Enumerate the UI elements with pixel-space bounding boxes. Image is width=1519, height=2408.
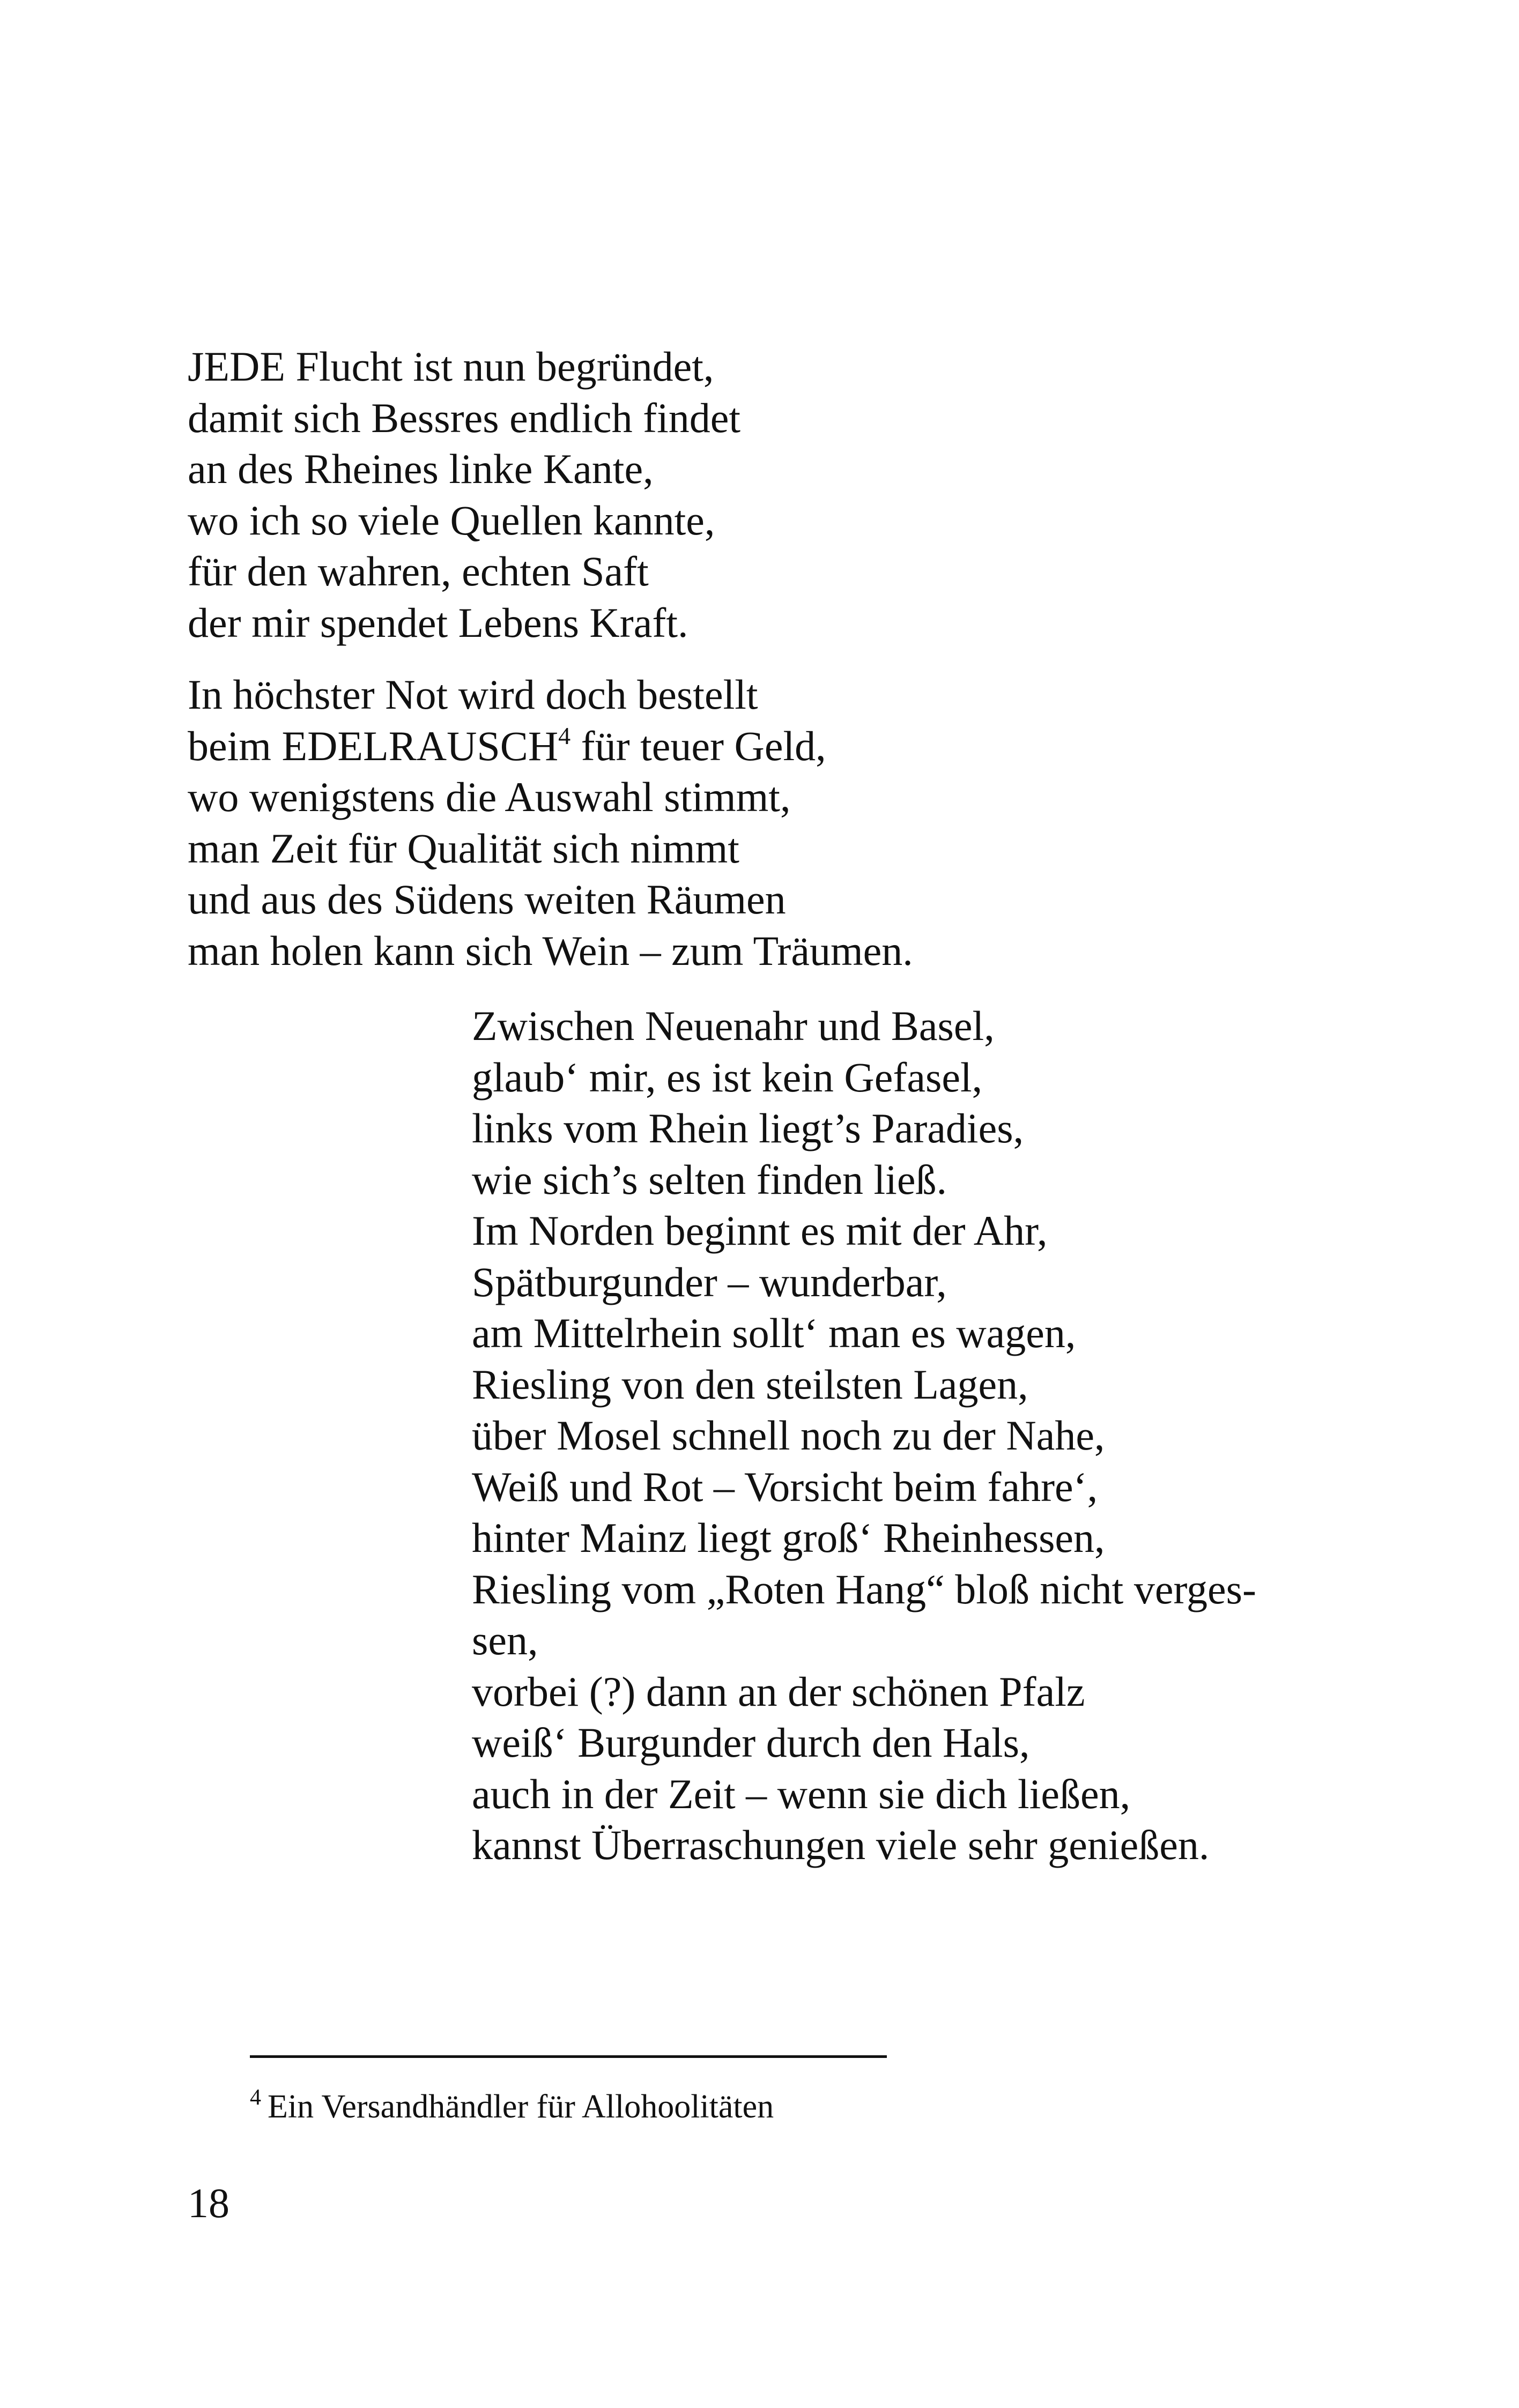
verse-line: für den wahren, echten Saft: [188, 548, 649, 594]
verse-line: hinter Mainz liegt groß‘ Rheinhessen,: [472, 1514, 1105, 1561]
verse-line: wo ich so viele Quellen kannte,: [188, 496, 715, 544]
verse-line: wie sich’s selten finden ließ.: [472, 1156, 947, 1203]
verse-line: man Zeit für Qualität sich nimmt: [188, 824, 739, 872]
verse-line: sen,: [472, 1617, 538, 1663]
footnote-number: 4: [250, 2085, 261, 2110]
verse-line: weiß‘ Burgunder durch den Hals,: [472, 1719, 1030, 1766]
verse-line: Weiß und Rot – Vorsicht beim fahre‘,: [472, 1463, 1098, 1510]
verse-line: Im Norden beginnt es mit der Ahr,: [472, 1207, 1048, 1254]
verse-line: JEDE Flucht ist nun begründet,: [188, 343, 714, 390]
verse-line: auch in der Zeit – wenn sie dich ließen,: [472, 1770, 1131, 1817]
footnote-separator: [250, 2055, 887, 2058]
stanza-1: [188, 341, 740, 648]
stanza-2: [188, 669, 913, 976]
verse-line: damit sich Bessres endlich findet: [188, 394, 741, 441]
stanza-3: [472, 1000, 1256, 1871]
verse-line: glaub‘ mir, es ist kein Gefasel,: [472, 1053, 983, 1101]
verse-line: man holen kann sich Wein – zum Träumen.: [188, 927, 913, 974]
verse-line: an des Rheines linke Kante,: [188, 445, 654, 492]
verse-line: kannst Überraschungen viele sehr genießen.: [472, 1822, 1210, 1868]
footnote-text: Ein Versandhändler für Allohoolitäten: [268, 2089, 774, 2125]
verse-line: Riesling vom „Roten Hang“ bloß nicht verges-: [472, 1565, 1256, 1612]
verse-line: Spätburgunder – wunderbar,: [472, 1258, 947, 1305]
page-number: 18: [188, 2180, 229, 2226]
verse-line: links vom Rhein liegt’s Paradies,: [472, 1105, 1024, 1151]
verse-text-continued: für teuer Geld,: [570, 722, 826, 769]
verse-line: und aus des Südens weiten Räumen: [188, 876, 786, 923]
verse-line-with-footnote: [188, 720, 913, 772]
verse-line: Riesling von den steilsten Lagen,: [472, 1361, 1028, 1408]
verse-line: wo wenigstens die Auswahl stimmt,: [188, 774, 791, 820]
verse-line: Zwischen Neuenahr und Basel,: [472, 1002, 995, 1049]
footnote: [250, 2085, 774, 2128]
footnote-reference: 4: [558, 722, 571, 749]
verse-line: In höchster Not wird doch bestellt: [188, 671, 758, 718]
verse-line: über Mosel schnell noch zu der Nahe,: [472, 1412, 1105, 1459]
verse-line: am Mittelrhein sollt‘ man es wagen,: [472, 1310, 1076, 1356]
verse-line: der mir spendet Lebens Kraft.: [188, 599, 688, 646]
verse-line: vorbei (?) dann an der schönen Pfalz: [472, 1668, 1085, 1715]
verse-text: beim EDELRAUSCH: [188, 722, 559, 769]
